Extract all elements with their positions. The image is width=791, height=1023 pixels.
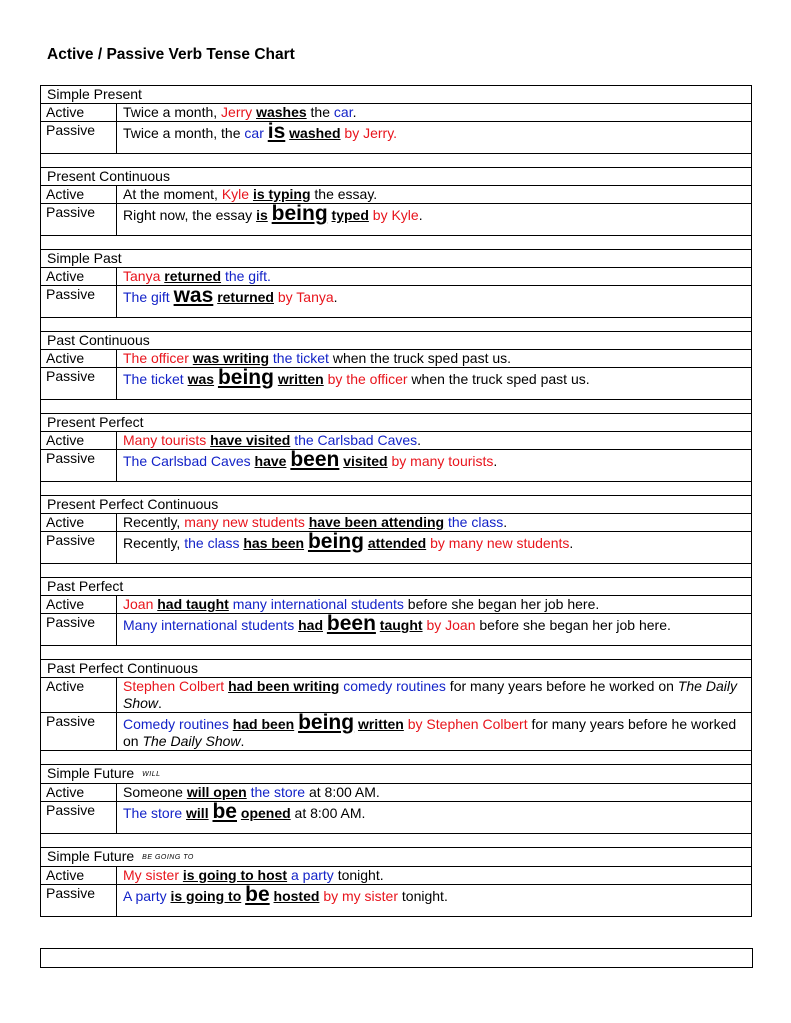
passive-sentence: [117, 204, 752, 236]
active-sentence: [117, 350, 752, 368]
active-label: Active: [41, 678, 117, 713]
passive-label: Passive: [41, 801, 117, 833]
spacer-cell: [41, 400, 752, 414]
sentence-fragment: .: [417, 432, 422, 448]
tense-header-row: [41, 496, 752, 514]
passive-row: [41, 286, 752, 318]
sentence-fragment: the class: [184, 535, 240, 551]
spacer-row: [41, 751, 752, 765]
tense-name-text: Past Continuous: [47, 332, 150, 348]
sentence-fragment: comedy routines: [343, 678, 446, 694]
sentence-fragment: the class: [447, 514, 504, 530]
active-row: [41, 432, 752, 450]
spacer-row: [41, 236, 752, 250]
tense-header-row: [41, 414, 752, 432]
spacer-row: [41, 400, 752, 414]
sentence-fragment: by Stephen Colbert: [407, 716, 528, 732]
active-sentence: [117, 596, 752, 614]
passive-sentence: [117, 122, 752, 154]
active-row: [41, 186, 752, 204]
tense-header-row: [41, 660, 752, 678]
sentence-fragment: have visited: [210, 432, 291, 448]
sentence-fragment: .: [240, 733, 245, 749]
sentence-fragment: before she began her job here.: [403, 596, 600, 612]
tense-name: [41, 86, 752, 104]
sentence-fragment: when the truck sped past us.: [328, 350, 512, 366]
active-row: [41, 678, 752, 713]
tense-header-row: [41, 578, 752, 596]
sentence-fragment: the ticket: [272, 350, 329, 366]
sentence-fragment: by many new students: [430, 535, 570, 551]
spacer-cell: [41, 236, 752, 250]
spacer-row: [41, 646, 752, 660]
active-row: [41, 268, 752, 286]
sentence-fragment: Comedy routines: [123, 716, 229, 732]
sentence-fragment: .: [569, 535, 574, 551]
tense-name: [41, 496, 752, 514]
sentence-fragment: car: [333, 104, 353, 120]
passive-sentence: [117, 286, 752, 318]
passive-row: [41, 614, 752, 646]
passive-row: [41, 713, 752, 751]
passive-row: [41, 450, 752, 482]
sentence-fragment: is going to host: [182, 866, 288, 883]
sentence-fragment: is: [267, 120, 286, 143]
sentence-fragment: returned: [217, 289, 274, 305]
sentence-fragment: being: [217, 366, 274, 389]
tense-header-row: [41, 168, 752, 186]
sentence-fragment: was writing: [192, 350, 270, 366]
tense-name: [41, 660, 752, 678]
tense-name: [41, 578, 752, 596]
sentence-fragment: many new students: [184, 514, 305, 530]
sentence-fragment: Stephen Colbert: [123, 678, 225, 694]
page-title: Active / Passive Verb Tense Chart: [47, 46, 295, 63]
sentence-fragment: Twice a month, the: [123, 125, 245, 141]
sentence-fragment: The Carlsbad Caves: [123, 453, 251, 469]
active-label: Active: [41, 432, 117, 450]
sentence-fragment: will open: [186, 783, 247, 800]
empty-trailing-row: [40, 948, 753, 968]
sentence-fragment: has been: [243, 535, 305, 551]
sentence-fragment: My sister: [123, 866, 179, 883]
sentence-fragment: is going to: [170, 887, 242, 904]
tense-header-row: [41, 332, 752, 350]
tense-name: [41, 414, 752, 432]
sentence-fragment: taught: [379, 617, 423, 633]
sentence-fragment: The officer: [123, 350, 189, 366]
sentence-fragment: The store: [123, 804, 183, 821]
tense-name: [41, 765, 752, 784]
sentence-fragment: washed: [289, 125, 341, 141]
sentence-fragment: The Daily Show: [142, 733, 241, 749]
spacer-row: [41, 482, 752, 496]
passive-row: [41, 532, 752, 564]
sentence-fragment: car: [244, 125, 264, 141]
passive-label: Passive: [41, 450, 117, 482]
sentence-fragment: was: [187, 371, 215, 387]
active-sentence: [117, 678, 752, 713]
tense-name: [41, 847, 752, 866]
sentence-fragment: written: [357, 716, 404, 732]
sentence-fragment: at 8:00 AM.: [290, 804, 366, 821]
sentence-fragment: be: [245, 882, 270, 906]
sentence-fragment: A party: [123, 887, 167, 904]
sentence-fragment: The gift: [123, 289, 170, 305]
tense-note: BE GOING TO: [142, 853, 194, 861]
active-sentence: [117, 268, 752, 286]
sentence-fragment: .: [503, 514, 508, 530]
sentence-fragment: Many international students: [123, 617, 295, 633]
active-sentence: [117, 783, 752, 801]
active-label: Active: [41, 104, 117, 122]
active-row: [41, 783, 752, 801]
sentence-fragment: Right now, the essay: [123, 207, 257, 223]
tense-name-text: Present Perfect Continuous: [47, 496, 219, 512]
passive-row: [41, 122, 752, 154]
sentence-fragment: typed: [331, 207, 369, 223]
tense-name-text: Simple Future: [47, 765, 135, 781]
sentence-fragment: will: [186, 804, 209, 821]
sentence-fragment: by the officer: [327, 371, 408, 387]
sentence-fragment: the gift.: [224, 268, 271, 284]
sentence-fragment: had: [298, 617, 323, 633]
sentence-fragment: attended: [367, 535, 427, 551]
sentence-fragment: opened: [240, 804, 291, 821]
spacer-cell: [41, 482, 752, 496]
sentence-fragment: tonight.: [398, 887, 448, 904]
passive-label: Passive: [41, 368, 117, 400]
passive-row: [41, 368, 752, 400]
passive-label: Passive: [41, 884, 117, 916]
active-label: Active: [41, 596, 117, 614]
sentence-fragment: being: [271, 202, 328, 225]
sentence-fragment: be: [212, 799, 237, 823]
sentence-fragment: was: [173, 284, 214, 307]
tense-name-text: Present Perfect: [47, 414, 144, 430]
sentence-fragment: Many tourists: [123, 432, 207, 448]
sentence-fragment: have been attending: [308, 514, 445, 530]
sentence-fragment: .: [493, 453, 498, 469]
sentence-fragment: The Daily Show: [123, 678, 737, 711]
sentence-fragment: by Kyle: [372, 207, 419, 223]
sentence-fragment: had been: [232, 716, 295, 732]
sentence-fragment: Recently,: [123, 535, 185, 551]
tense-header-row: [41, 847, 752, 866]
passive-sentence: [117, 614, 752, 646]
sentence-fragment: The ticket: [123, 371, 184, 387]
spacer-cell: [41, 318, 752, 332]
passive-sentence: [117, 713, 752, 751]
spacer-row: [41, 154, 752, 168]
sentence-fragment: by Joan: [426, 617, 476, 633]
spacer-row: [41, 564, 752, 578]
sentence-fragment: the: [306, 104, 334, 120]
sentence-fragment: the essay.: [310, 186, 378, 202]
passive-label: Passive: [41, 713, 117, 751]
sentence-fragment: .: [158, 695, 162, 711]
active-label: Active: [41, 783, 117, 801]
passive-sentence: [117, 532, 752, 564]
tense-name-text: Past Perfect Continuous: [47, 660, 198, 676]
sentence-fragment: .: [333, 289, 338, 305]
spacer-cell: [41, 154, 752, 168]
sentence-fragment: hosted: [273, 887, 320, 904]
sentence-fragment: Recently,: [123, 514, 185, 530]
tense-name: [41, 250, 752, 268]
sentence-fragment: Someone: [123, 783, 187, 800]
sentence-fragment: had been writing: [228, 678, 340, 694]
tense-name-text: Simple Past: [47, 250, 122, 266]
sentence-fragment: tonight.: [333, 866, 384, 883]
active-sentence: [117, 514, 752, 532]
active-sentence: [117, 186, 752, 204]
tense-name-text: Past Perfect: [47, 578, 124, 594]
sentence-fragment: the store: [250, 783, 306, 800]
active-label: Active: [41, 268, 117, 286]
active-label: Active: [41, 350, 117, 368]
active-row: [41, 514, 752, 532]
tense-name-text: Present Continuous: [47, 168, 170, 184]
active-row: [41, 596, 752, 614]
sentence-fragment: Tanya: [123, 268, 161, 284]
spacer-cell: [41, 564, 752, 578]
sentence-fragment: by many tourists: [391, 453, 494, 469]
sentence-fragment: many international students: [232, 596, 404, 612]
active-sentence: [117, 432, 752, 450]
passive-label: Passive: [41, 286, 117, 318]
passive-sentence: [117, 884, 752, 916]
sentence-fragment: when the truck sped past us.: [407, 371, 590, 387]
sentence-fragment: Joan: [123, 596, 154, 612]
sentence-fragment: washes: [256, 104, 307, 120]
passive-sentence: [117, 368, 752, 400]
active-label: Active: [41, 514, 117, 532]
sentence-fragment: before she began her job here.: [475, 617, 671, 633]
active-label: Active: [41, 186, 117, 204]
sentence-fragment: for many years before he worked on: [445, 678, 678, 694]
tense-header-row: [41, 250, 752, 268]
sentence-fragment: is typing: [252, 186, 311, 202]
passive-label: Passive: [41, 532, 117, 564]
tense-header-row: [41, 86, 752, 104]
sentence-fragment: .: [352, 104, 357, 120]
spacer-cell: [41, 646, 752, 660]
active-row: [41, 350, 752, 368]
sentence-fragment: .: [418, 207, 423, 223]
passive-row: [41, 204, 752, 236]
sentence-fragment: been: [290, 448, 340, 471]
passive-row: [41, 884, 752, 916]
active-sentence: [117, 866, 752, 884]
sentence-fragment: by Tanya: [277, 289, 334, 305]
tense-chart-body: [41, 86, 752, 917]
sentence-fragment: have: [254, 453, 287, 469]
active-sentence: [117, 104, 752, 122]
tense-note: WILL: [142, 770, 161, 778]
spacer-cell: [41, 833, 752, 847]
sentence-fragment: is: [256, 207, 268, 223]
active-row: [41, 866, 752, 884]
sentence-fragment: visited: [343, 453, 388, 469]
passive-label: Passive: [41, 614, 117, 646]
spacer-row: [41, 833, 752, 847]
active-row: [41, 104, 752, 122]
tense-name: [41, 332, 752, 350]
sentence-fragment: at 8:00 AM.: [305, 783, 380, 800]
passive-row: [41, 801, 752, 833]
passive-label: Passive: [41, 204, 117, 236]
sentence-fragment: been: [326, 612, 376, 635]
sentence-fragment: Jerry: [221, 104, 253, 120]
tense-header-row: [41, 765, 752, 784]
sentence-fragment: At the moment,: [123, 186, 222, 202]
spacer-row: [41, 318, 752, 332]
passive-sentence: [117, 801, 752, 833]
sentence-fragment: Twice a month,: [123, 104, 222, 120]
sentence-fragment: being: [307, 530, 364, 553]
sentence-fragment: written: [277, 371, 324, 387]
sentence-fragment: a party: [291, 866, 334, 883]
sentence-fragment: Kyle: [221, 186, 250, 202]
sentence-fragment: being: [298, 711, 355, 734]
sentence-fragment: had taught: [157, 596, 229, 612]
passive-label: Passive: [41, 122, 117, 154]
sentence-fragment: by Jerry.: [344, 125, 398, 141]
sentence-fragment: the Carlsbad Caves: [294, 432, 418, 448]
tense-name-text: Simple Future: [47, 847, 135, 864]
active-label: Active: [41, 866, 117, 884]
sentence-fragment: by my sister: [323, 887, 399, 904]
spacer-cell: [41, 751, 752, 765]
sentence-fragment: for many years before he worked on: [123, 716, 737, 749]
passive-sentence: [117, 450, 752, 482]
tense-name: [41, 168, 752, 186]
sentence-fragment: returned: [164, 268, 222, 284]
tense-name-text: Simple Present: [47, 86, 142, 102]
tense-chart-table: [40, 85, 752, 917]
